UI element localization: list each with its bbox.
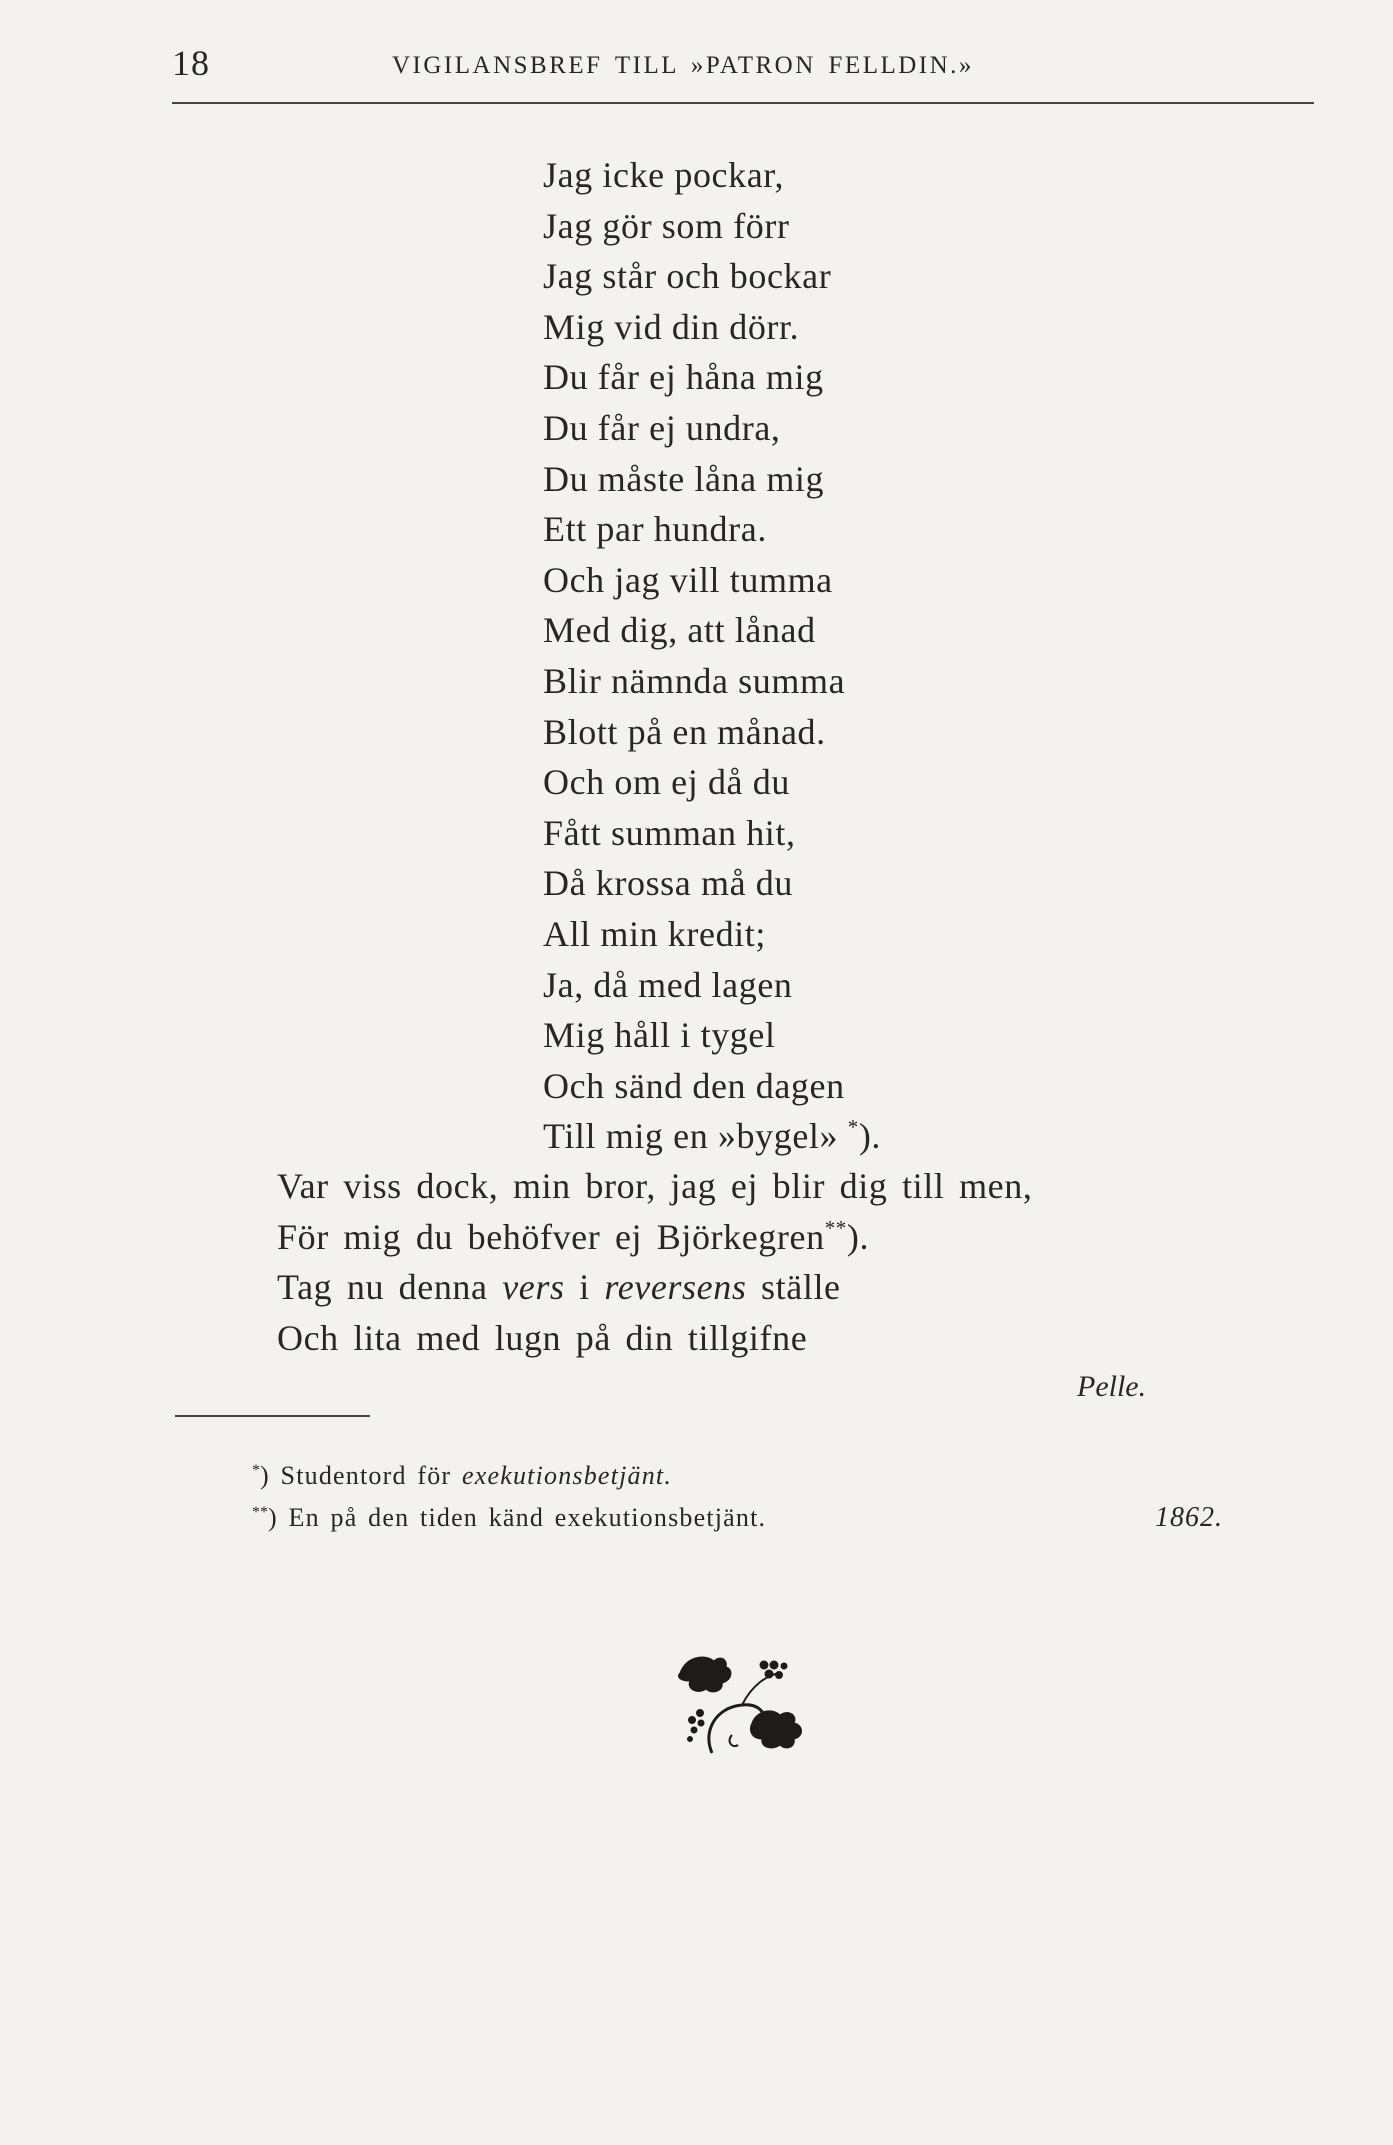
poem-line: Ett par hundra. [543, 509, 767, 550]
italic-segment: reversens [604, 1267, 747, 1308]
footnote-mark-close: ) [268, 1503, 278, 1532]
footnote-mark: ** [252, 1504, 268, 1521]
footnote-mark-close: ) [260, 1461, 270, 1490]
poem-line: Och sänd den dagen [543, 1065, 845, 1106]
poem-line: Med dig, att lånad [543, 610, 816, 651]
poem-line: Då krossa må du [543, 863, 793, 904]
poem-line-bygel [543, 1111, 881, 1162]
text-segment: För mig du behöfver ej Björkegren [277, 1216, 825, 1257]
text-segment: ). [846, 1216, 870, 1257]
poem-line: Mig håll i tygel [543, 1015, 776, 1056]
italic-segment: vers [502, 1267, 565, 1308]
poem-line: Du får ej undra, [543, 407, 781, 448]
poem-line: Blott på en månad. [543, 711, 826, 752]
poem-line [277, 1313, 1032, 1364]
header-divider [172, 102, 1314, 104]
grape-vine-ornament-icon [672, 1645, 812, 1765]
poem-line: Jag gör som förr [543, 205, 790, 246]
text-segment: Tag nu denna [277, 1267, 503, 1308]
page-number: 18 [172, 43, 210, 83]
poem-line: All min kredit; [543, 913, 766, 954]
signature: Pelle. [1077, 1370, 1147, 1403]
poem-line: Du måste låna mig [543, 458, 825, 499]
poem-line [277, 1161, 1032, 1212]
poem-line: Du får ej håna mig [543, 357, 824, 398]
poem-line [277, 1212, 1032, 1263]
text-segment: ställe [746, 1267, 841, 1308]
footnote-2 [252, 1497, 766, 1539]
poem-line-close: ). [858, 1116, 882, 1157]
footnote-italic-text: exekutionsbetjänt. [461, 1461, 673, 1490]
footnote-reference: * [847, 1115, 859, 1140]
poem-line: Och jag vill tumma [543, 559, 833, 600]
footnote-text: En på den tiden känd exekutionsbetjänt. [277, 1503, 767, 1532]
footnote-1 [252, 1455, 766, 1497]
text-segment: Var viss dock, min bror, jag ej blir dig till men, [277, 1166, 1033, 1206]
poem-line: Jag icke pockar, [543, 155, 785, 195]
poem-line: Mig vid din dörr. [543, 306, 800, 347]
year-of-writing: 1862. [1155, 1502, 1223, 1533]
poem-line: Fått summan hit, [543, 812, 796, 853]
closing-quatrain [277, 1161, 1032, 1363]
footnote-mark: * [252, 1462, 260, 1479]
poem-line: Jag står och bockar [543, 256, 832, 297]
footnotes [252, 1455, 766, 1539]
poem-stanza [543, 150, 881, 1162]
text-segment: Och lita med lugn på din tillgifne [277, 1317, 808, 1358]
footnote-text: Studentord för [269, 1461, 462, 1490]
poem-line: Och om ej då du [543, 762, 790, 803]
poem-line-text: Till mig en »bygel» [543, 1116, 839, 1157]
poem-line: Ja, då med lagen [543, 964, 793, 1005]
text-segment: i [564, 1267, 605, 1308]
poem-line: Blir nämnda summa [543, 660, 846, 701]
footnote-divider [175, 1415, 370, 1417]
poem-line [277, 1262, 1032, 1313]
running-title: VIGILANSBREF TILL »PATRON FELLDIN.» [392, 52, 974, 79]
footnote-reference: ** [824, 1215, 847, 1240]
